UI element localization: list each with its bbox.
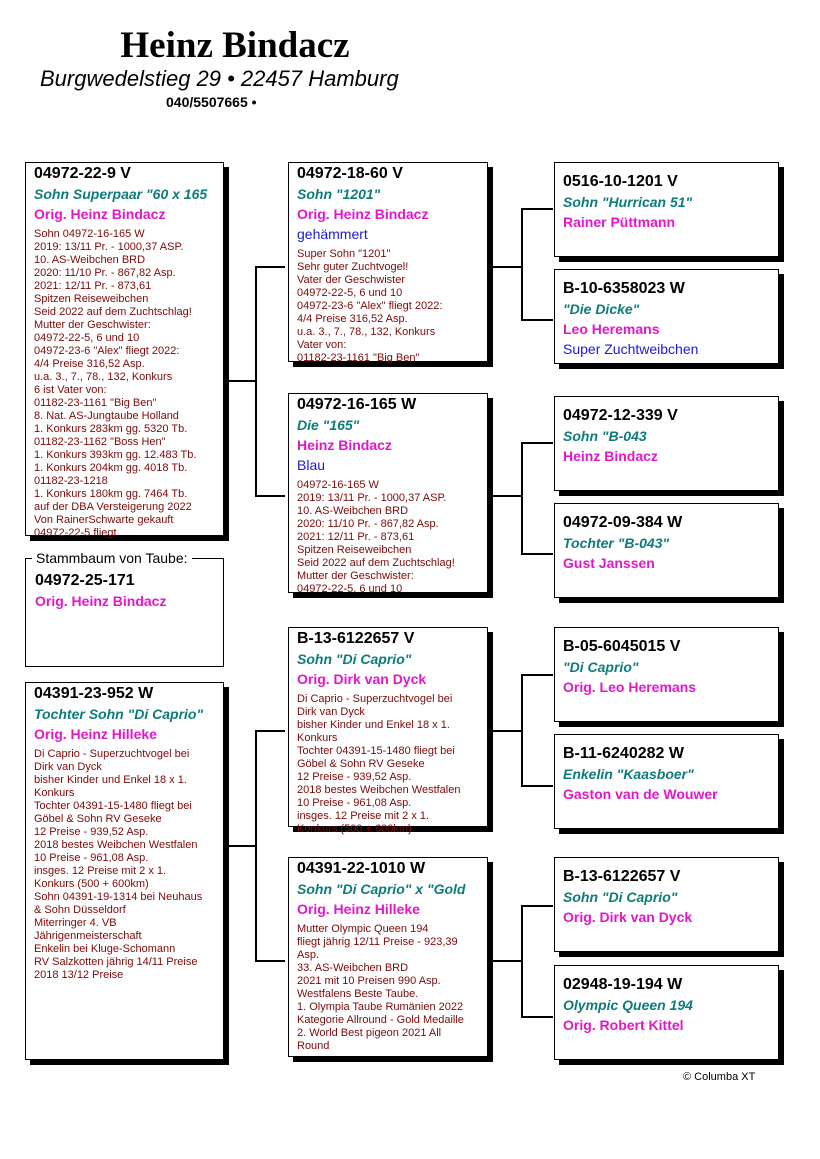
plumage-color: gehämmert xyxy=(297,226,368,242)
pigeon-name: Sohn "Di Caprio" x "Gold xyxy=(297,881,466,897)
pigeon-name: Die "165" xyxy=(297,417,360,433)
connector-line xyxy=(488,730,522,732)
great-grandparent-card[interactable] xyxy=(554,269,779,364)
ring-number: 04972-12-339 V xyxy=(563,407,678,424)
connector-line xyxy=(521,1016,553,1018)
breeder-name: Heinz Bindacz xyxy=(120,25,350,66)
connector-line xyxy=(255,266,285,268)
pigeon-name: Sohn "Di Caprio" xyxy=(563,889,678,905)
connector-line xyxy=(521,674,523,786)
ring-number: 04972-18-60 V xyxy=(297,165,403,182)
great-grandparent-card[interactable] xyxy=(554,396,779,491)
owner: Leo Heremans xyxy=(563,321,660,337)
connector-line xyxy=(255,730,257,961)
ring-number: 04391-23-952 W xyxy=(34,685,154,702)
owner: Orig. Dirk van Dyck xyxy=(563,909,693,925)
connector-line xyxy=(521,905,553,907)
connector-line xyxy=(521,785,553,787)
pigeon-name: Enkelin "Kaasboer" xyxy=(563,766,694,782)
paternal-grandfather-card[interactable] xyxy=(288,162,488,362)
pigeon-name: Tochter Sohn "Di Caprio" xyxy=(34,706,204,722)
ring-number: B-11-6240282 W xyxy=(563,745,684,762)
owner: Orig. Heinz Bindacz xyxy=(34,206,166,222)
owner: Orig. Leo Heremans xyxy=(563,679,697,695)
performance-notes: Mutter Olympic Queen 194 fliegt jährig 12/11 Preise - 923,39 Asp. 33. AS-Weibchen BRD 2021 mit 10 Preisen 990 Asp. Westfalens Beste Taube. 1. Olympia Taube Rumänien 2022 Kategorie Allround - Gold Medaille 2. World Best pigeon 2021 All Round xyxy=(297,923,464,1052)
pigeon-name: Sohn Superpaar "60 x 165 xyxy=(34,186,208,202)
maternal-grandfather-card[interactable] xyxy=(288,627,488,835)
owner: Orig. Heinz Bindacz xyxy=(297,206,429,222)
owner: Gaston van de Wouwer xyxy=(563,786,718,802)
ring-number: 04391-22-1010 W xyxy=(297,860,426,877)
performance-notes: Di Caprio - Superzuchtvogel bei Dirk van Dyck bisher Kinder und Enkel 18 x 1. Konkurs Tochter 04391-15-1480 fliegt bei Göbel & Sohn RV Geseke 12 Preise - 939,52 Asp. 2018 bestes Weibchen Westfalen 10 Preise - 961,08 Asp. insges. 12 Preise mit 2 x 1. Konkurs (500 + 600km) xyxy=(297,693,461,835)
owner: Rainer Püttmann xyxy=(563,214,676,230)
connector-line xyxy=(488,495,522,497)
pigeon-name: Olympic Queen 194 xyxy=(563,997,693,1013)
ring-number: 0516-10-1201 V xyxy=(563,173,678,190)
great-grandparent-card[interactable] xyxy=(554,627,779,722)
performance-notes: Super Sohn "1201" Sehr guter Zuchtvogel! Vater der Geschwister 04972-22-5, 6 und 10 04972-23-6 "Alex" fliegt 2022: 4/4 Preise 316,52 Asp. u.a. 3., 7., 78., 132, Konkurs Vater von: 01182-23-1161 "Big Ben" xyxy=(297,248,443,364)
maternal-grandmother-card[interactable] xyxy=(288,857,488,1057)
connector-line xyxy=(521,442,553,444)
mother-card[interactable] xyxy=(25,682,224,1060)
ring-number: 04972-09-384 W xyxy=(563,514,683,531)
father-card[interactable] xyxy=(25,162,224,539)
pigeon-name: "Di Caprio" xyxy=(563,659,639,675)
pigeon-name: Sohn "B-043 xyxy=(563,428,647,444)
connector-line xyxy=(224,845,256,847)
owner: Orig. Heinz Hilleke xyxy=(34,726,157,742)
owner: Heinz Bindacz xyxy=(563,448,658,464)
connector-line xyxy=(255,266,257,496)
owner: Heinz Bindacz xyxy=(297,437,392,453)
breeder-address: Burgwedelstieg 29 • 22457 Hamburg xyxy=(40,66,399,91)
connector-line xyxy=(521,208,553,210)
great-grandparent-card[interactable] xyxy=(554,734,779,829)
subject-ring: 04972-25-171 xyxy=(35,572,135,589)
owner: Orig. Dirk van Dyck xyxy=(297,671,427,687)
copyright: © Columba XT xyxy=(683,1071,756,1083)
connector-line xyxy=(255,495,285,497)
performance-notes: Di Caprio - Superzuchtvogel bei Dirk van Dyck bisher Kinder und Enkel 18 x 1. Konkurs Tochter 04391-15-1480 fliegt bei Göbel & Sohn RV Geseke 12 Preise - 939,52 Asp. 2018 bestes Weibchen Westfalen 10 Preise - 961,08 Asp. insges. 12 Preise mit 2 x 1. Konkurs (500 + 600km) Sohn 04391-19-1314 bei Neuhaus & Sohn Düsseldorf Miterringer 4. VB Jährigenmeisterschaft Enkelin bei Kluge-Schomann RV Salzkotten jährig 14/11 Preise 2018 13/12 Preise xyxy=(34,748,203,981)
ring-number: B-05-6045015 V xyxy=(563,638,681,655)
plumage-color: Blau xyxy=(297,457,326,473)
plumage-color: Super Zuchtweibchen xyxy=(563,341,699,357)
great-grandparent-card[interactable] xyxy=(554,857,779,952)
subject-label: Stammbaum von Taube: xyxy=(32,550,192,566)
performance-notes: 04972-16-165 W 2019: 13/11 Pr. - 1000,37 ASP. 10. AS-Weibchen BRD 2020: 11/10 Pr. - 867,82 Asp. 2021: 12/11 Pr. - 873,61 Spitzen Reiseweibchen Seid 2022 auf dem Zuchtschlag! Mutter der Geschwister: 04972-22-5, 6 und 10 xyxy=(297,479,455,595)
owner: Gust Janssen xyxy=(563,555,655,571)
pigeon-name: "Die Dicke" xyxy=(563,301,640,317)
connector-line xyxy=(521,905,523,1017)
ring-number: B-10-6358023 W xyxy=(563,280,685,297)
owner: Orig. Heinz Hilleke xyxy=(297,901,420,917)
ring-number: 02948-19-194 W xyxy=(563,976,683,993)
connector-line xyxy=(255,960,285,962)
connector-line xyxy=(255,730,285,732)
ring-number: 04972-22-9 V xyxy=(34,165,131,182)
great-grandparent-card[interactable] xyxy=(554,965,779,1060)
connector-line xyxy=(521,553,553,555)
great-grandparent-card[interactable] xyxy=(554,162,779,257)
breeder-phone: 040/5507665 • xyxy=(166,94,257,110)
pigeon-name: Sohn "Hurrican 51" xyxy=(563,194,693,210)
ring-number: B-13-6122657 V xyxy=(297,630,415,647)
ring-number: B-13-6122657 V xyxy=(563,868,681,885)
paternal-grandmother-card[interactable] xyxy=(288,393,488,593)
connector-line xyxy=(488,266,522,268)
ring-number: 04972-16-165 W xyxy=(297,396,417,413)
connector-line xyxy=(521,442,523,554)
subject-owner: Orig. Heinz Bindacz xyxy=(35,593,167,609)
connector-line xyxy=(488,960,522,962)
performance-notes: Sohn 04972-16-165 W 2019: 13/11 Pr. - 1000,37 ASP. 10. AS-Weibchen BRD 2020: 11/10 Pr. - 867,82 Asp. 2021: 12/11 Pr. - 873,61 Spitzen Reiseweibchen Seid 2022 auf dem Zuchtschlag! Mutter der Geschwister: 04972-22-5, 6 und 10 04972-23-6 "Alex" fliegt 2022: 4/4 Preise 316,52 Asp. u.a. 3., 7., 78., 132, Konkurs 6 ist Vater von: 01182-23-1161 "Big Ben" 8. Nat. AS-Jungtaube Holland 1. Konkurs 283km gg. 5320 Tb. 01182-23-1162 "Boss Hen" 1. Konkurs 393km gg. 12.483 Tb. 1. Konkurs 204km gg. 4018 Tb. 01182-23-1218 1. Konkurs 180km gg. 7464 Tb. auf der DBA Versteigerung 2022 Von RainerSchwarte gekauft 04972-22-5 fliegt xyxy=(34,228,197,539)
connector-line xyxy=(224,380,256,382)
pigeon-name: Tochter "B-043" xyxy=(563,535,670,551)
great-grandparent-card[interactable] xyxy=(554,503,779,598)
connector-line xyxy=(521,319,553,321)
connector-line xyxy=(521,674,553,676)
connector-line xyxy=(521,208,523,320)
pigeon-name: Sohn "1201" xyxy=(297,186,381,202)
owner: Orig. Robert Kittel xyxy=(563,1017,684,1033)
pigeon-name: Sohn "Di Caprio" xyxy=(297,651,412,667)
